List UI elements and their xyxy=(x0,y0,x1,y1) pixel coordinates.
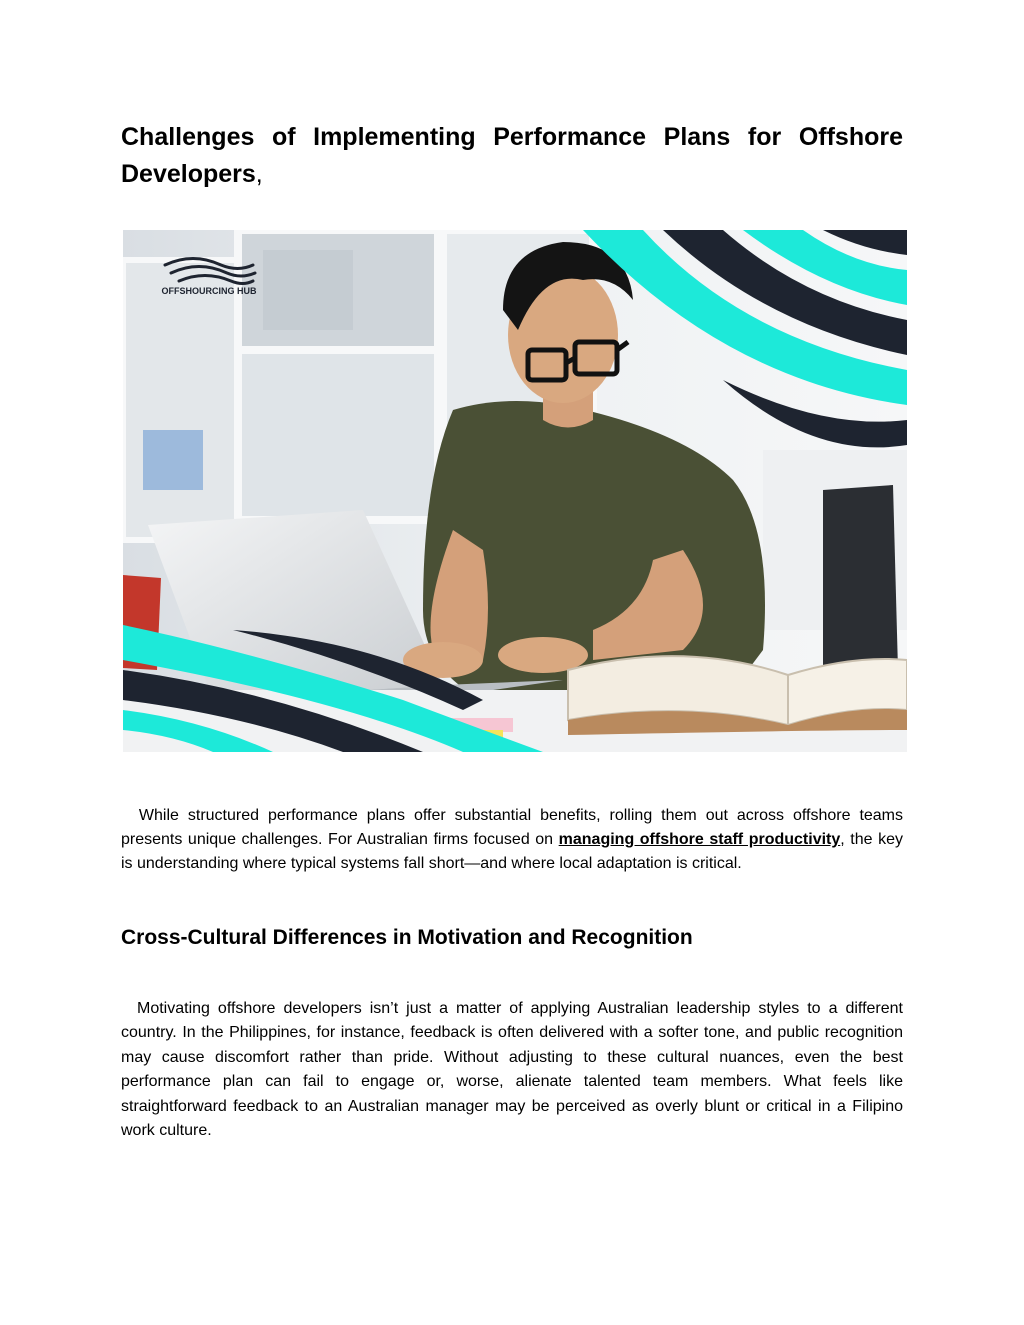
article-title-suffix: , xyxy=(255,160,263,188)
section-heading: Cross-Cultural Differences in Motivation and Recognition xyxy=(121,926,693,949)
section-paragraph: Motivating offshore developers isn’t just a matter of applying Australian leadership styles to a different country. In the Philippines, for instance, feedback is often delivered with a softer tone, and public recognition may cause discomfort rather than pride. Without adjusting to these cultural nuances, even the best performance plan can fail to engage or, worse, alienate talented team members. What feels like straightforward feedback to an Australian manager may be perceived as overly blunt or critical in a Filipino work culture. xyxy=(121,1000,908,1140)
article-title-text: Challenges of Implementing Performance Plans for Offshore Developers xyxy=(121,123,903,188)
hero-illustration xyxy=(123,230,907,752)
storage-box xyxy=(143,430,203,490)
managing-offshore-staff-productivity-link[interactable]: managing offshore staff productivity xyxy=(558,831,841,848)
intro-paragraph xyxy=(121,804,908,876)
hero-image xyxy=(123,230,907,752)
open-book xyxy=(568,656,907,735)
article-title xyxy=(121,119,903,193)
intro-text-before-link: While structured performance plans offer substantial benefits, rolling them out across offshore teams presents unique challenges. For Australian firms focused on xyxy=(121,807,908,848)
intro-text-after-link: , the key is understanding where typical systems fall short—and where local adaptation is critical. xyxy=(121,831,903,872)
chair xyxy=(823,485,898,680)
logo-text: OFFSHOURCING HUB xyxy=(161,286,257,296)
